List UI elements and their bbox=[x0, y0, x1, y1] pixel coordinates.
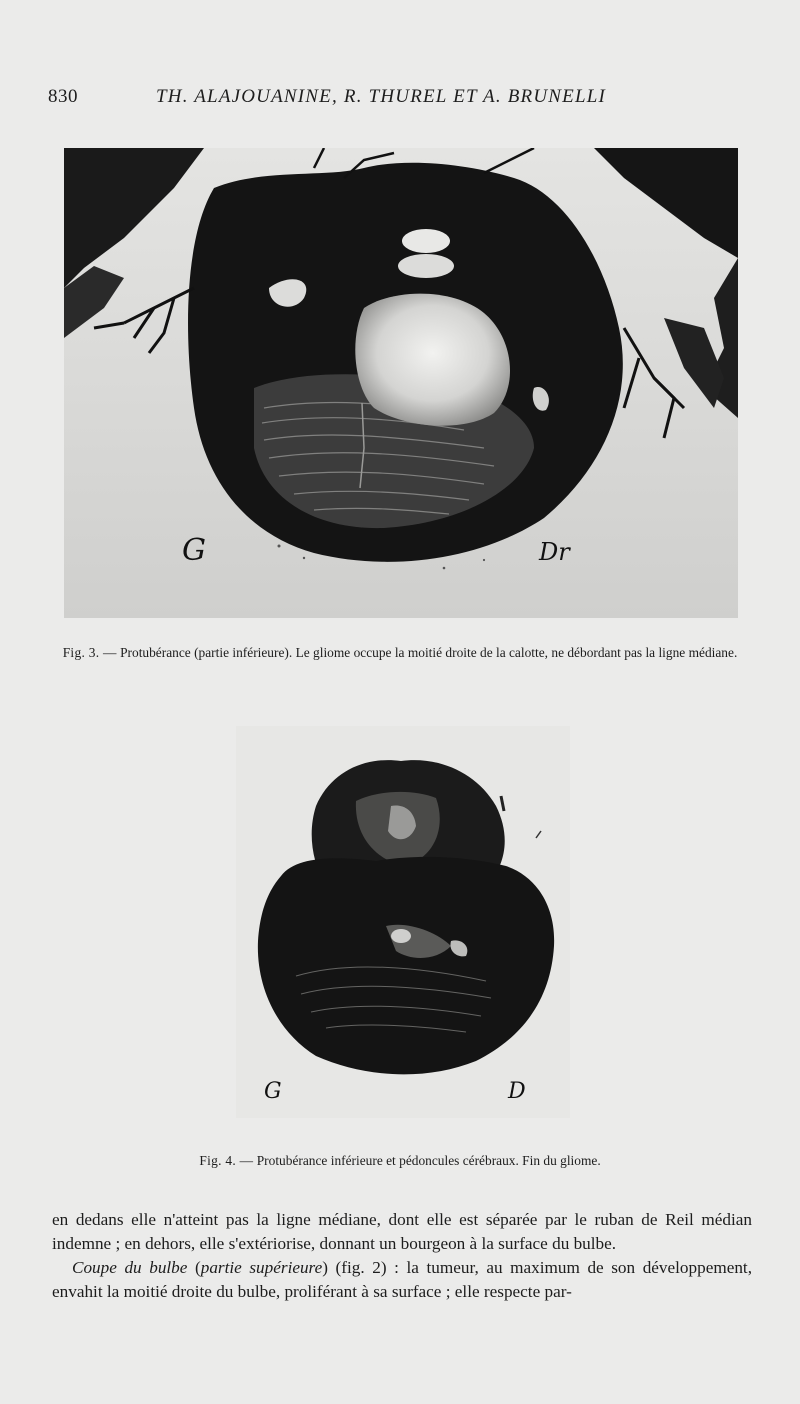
figure-4-caption-label: Fig. 4. — bbox=[199, 1153, 254, 1168]
figure-4-caption-text: Protubérance inférieure et pédoncules cérébraux. Fin du gliome. bbox=[256, 1153, 601, 1168]
running-head: TH. ALAJOUANINE, R. THUREL ET A. BRUNELLI bbox=[156, 86, 606, 107]
body-text bbox=[52, 1208, 752, 1304]
figure-3-image bbox=[64, 148, 738, 618]
body-paragraph-2 bbox=[52, 1256, 752, 1304]
figure-4-photograph bbox=[236, 726, 570, 1118]
figure-4-label-left: G bbox=[264, 1079, 282, 1104]
figure-3-photograph bbox=[64, 148, 738, 618]
figure-3-caption-text: Protubérance (partie inférieure). Le gliome occupe la moitié droite de la calotte, ne débordant pas la ligne médiane. bbox=[120, 645, 738, 660]
body-paragraph-1: en dedans elle n'atteint pas la ligne médiane, dont elle est séparée par le ruban de Reil médian indemne ; en dehors, elle s'extériorise, donnant un bourgeon à la surface du bulbe. bbox=[52, 1210, 752, 1253]
paragraph-2-text: ) (fig. 2) : la tumeur, au maximum de son développement, envahit la moitié droite du bulbe, proliférant à sa surface ; elle respecte par- bbox=[52, 1258, 752, 1301]
figure-4-caption bbox=[120, 1153, 680, 1169]
figure-3-label-left: G bbox=[182, 533, 206, 568]
figure-3-caption-label: Fig. 3. — bbox=[62, 645, 117, 660]
figure-3-label-right: Dr bbox=[539, 538, 570, 566]
figure-4-label-right: D bbox=[508, 1079, 526, 1104]
paren-open: ( bbox=[187, 1258, 201, 1277]
section-subheading: partie supérieure bbox=[200, 1258, 323, 1277]
figure-4-image bbox=[236, 726, 570, 1118]
page-header bbox=[48, 86, 658, 116]
figure-3-caption bbox=[50, 645, 750, 661]
page-number: 830 bbox=[48, 86, 78, 107]
section-heading-bulbe: Coupe du bulbe bbox=[72, 1258, 188, 1277]
